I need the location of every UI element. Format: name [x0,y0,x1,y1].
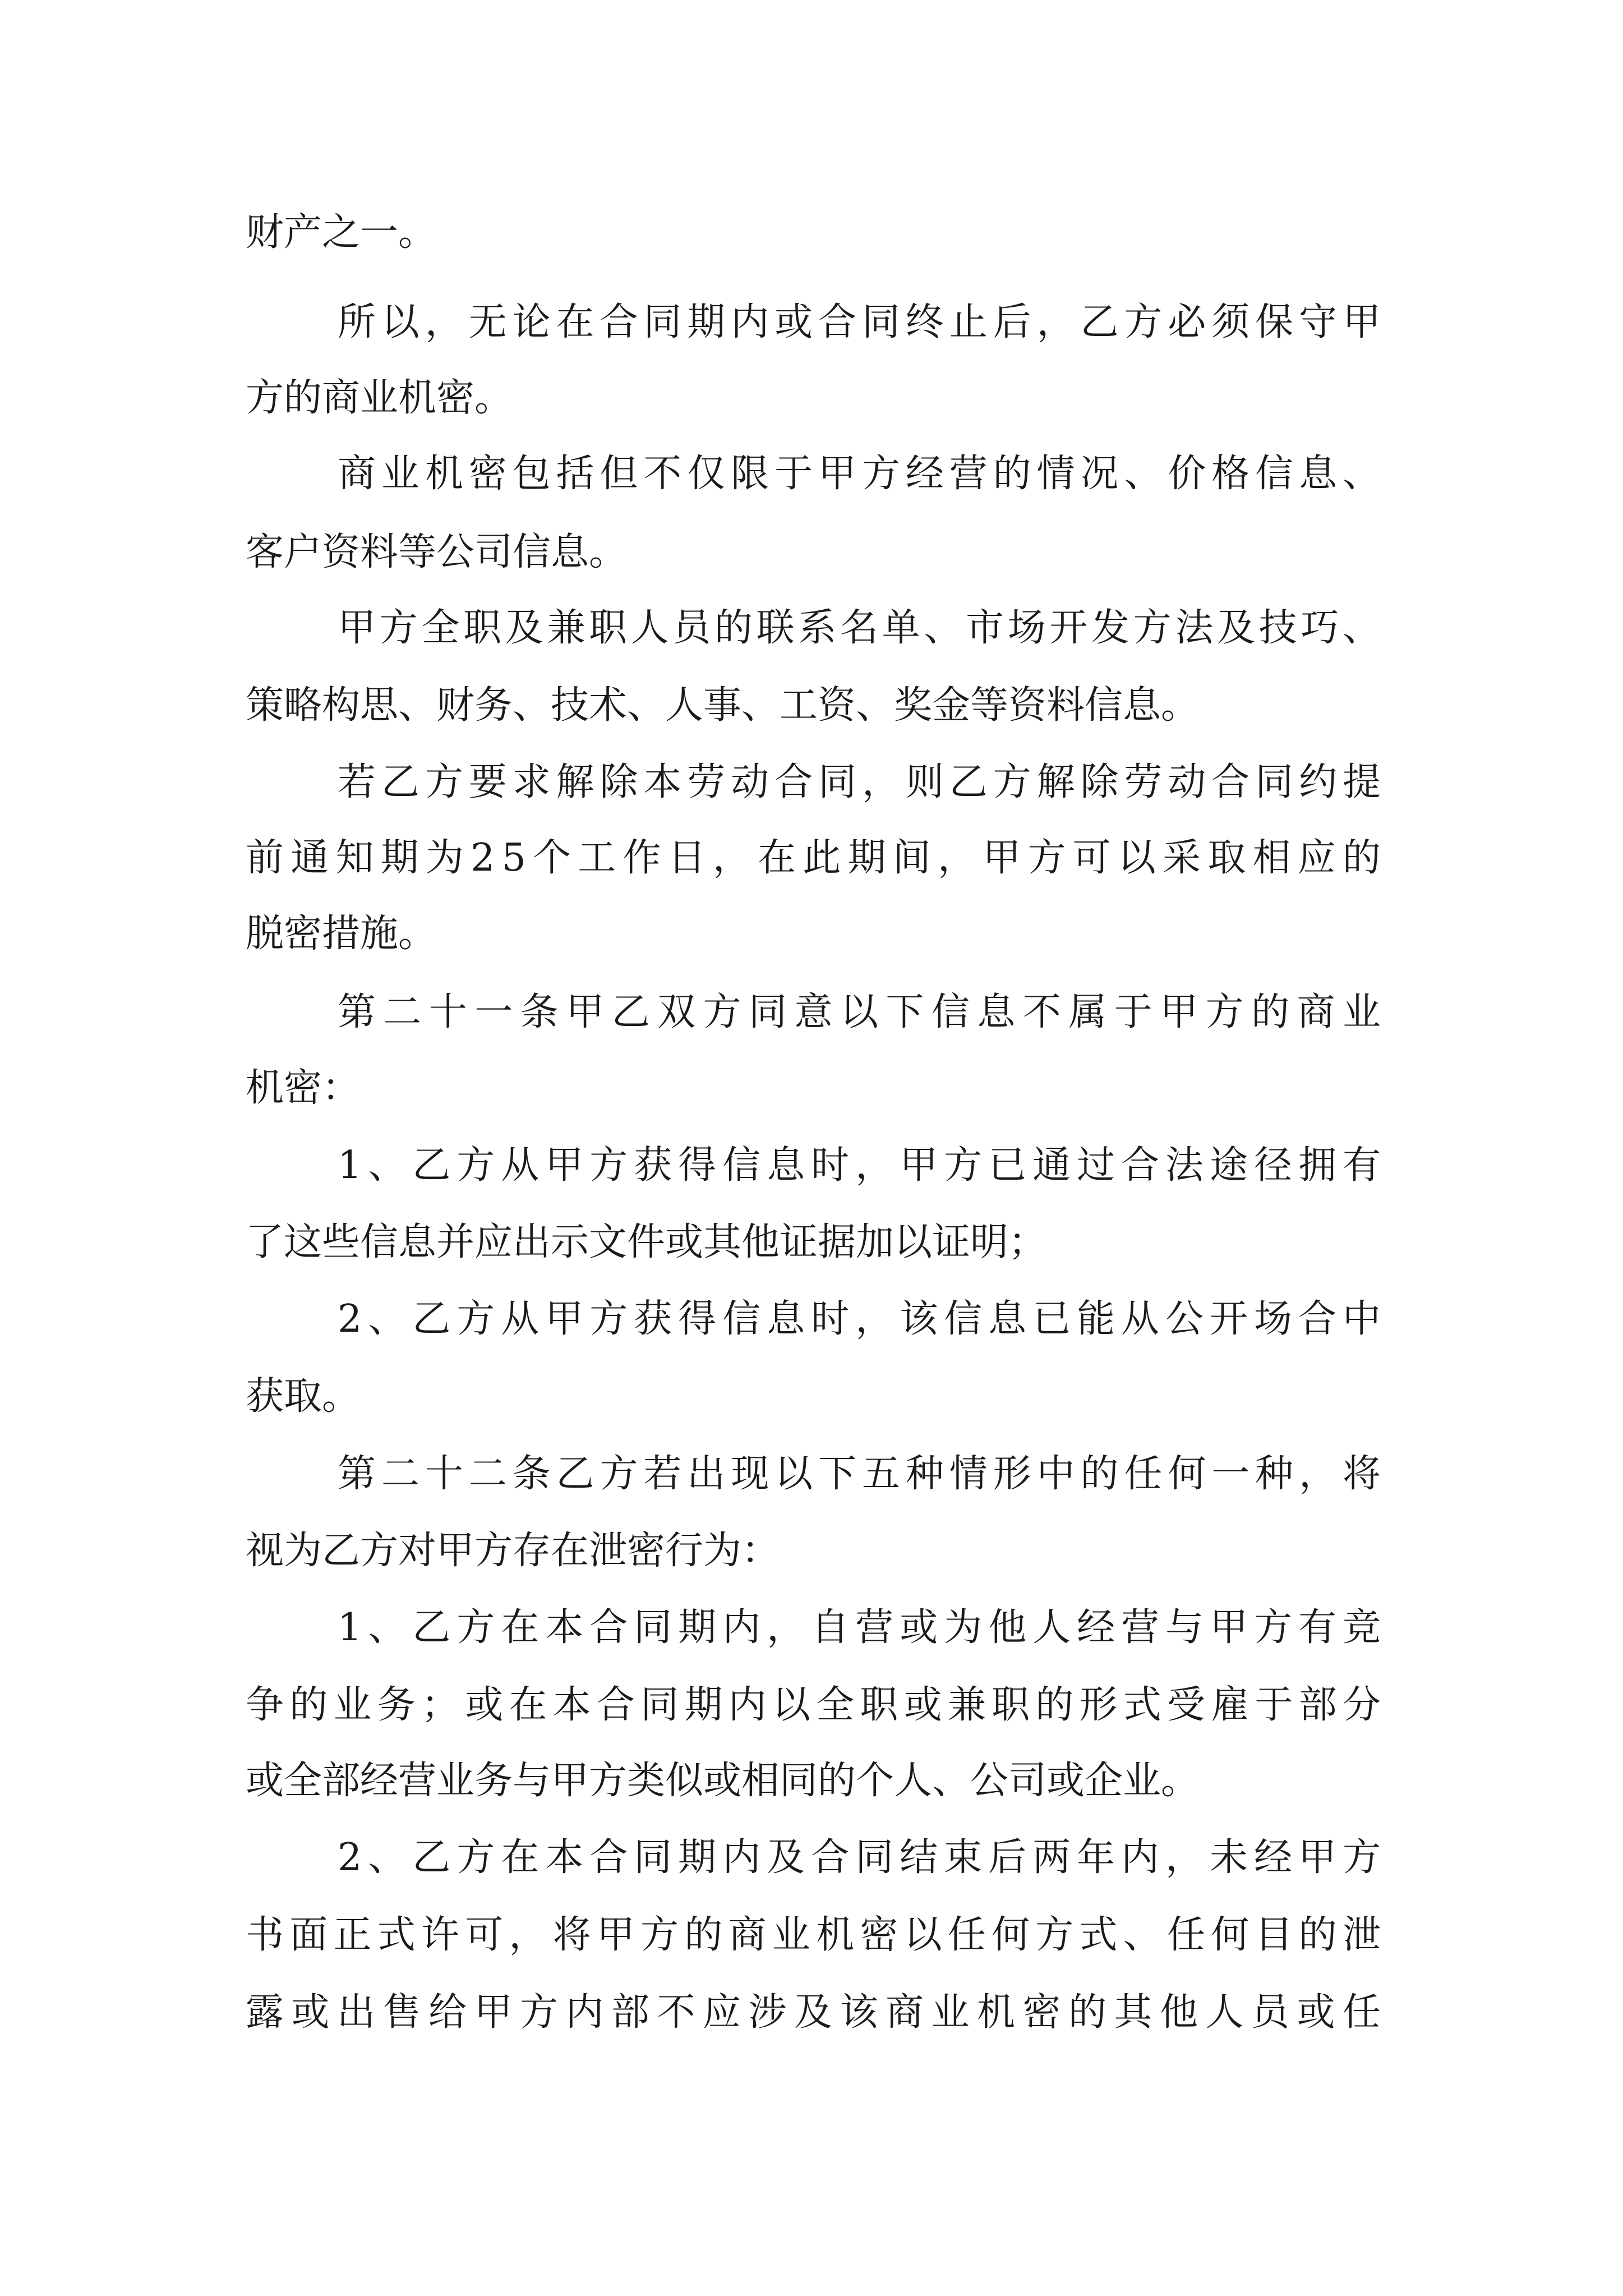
text-line-content: 甲方全职及兼职人员的联系名单、市场开发方法及技巧、 [338,606,1385,650]
text-line [0,1913,1623,1958]
text-line-content: 露或出售给甲方内部不应涉及该商业机密的其他人员或任 [246,1990,1389,2035]
text-line [0,376,1623,421]
text-line-content: 商业机密包括但不仅限于甲方经营的情况、价格信息、 [338,452,1386,496]
text-line-content: 若乙方要求解除本劳动合同，则乙方解除劳动合同约提 [338,760,1386,804]
text-line [0,300,1623,345]
text-line [0,1835,1623,1880]
text-line-content: 第二十二条乙方若出现以下五种情形中的任何一种，将 [338,1452,1386,1496]
text-line [0,836,1623,881]
text-line-content: 机密： [246,1066,361,1110]
text-line-content: 所以，无论在合同期内或合同终止后，乙方必须保守甲 [338,300,1386,344]
text-line-content: 客户资料等公司信息。 [246,530,628,574]
text-line-content: 视为乙方对甲方存在泄密行为： [246,1529,780,1573]
text-line [0,683,1623,728]
text-line [0,912,1623,956]
text-line-content: 1、乙方从甲方获得信息时，甲方已通过合法途径拥有 [338,1143,1387,1188]
text-line [0,1529,1623,1573]
text-line-content: 第二十一条甲乙双方同意以下信息不属于甲方的商业 [338,990,1389,1034]
text-line [0,760,1623,805]
text-line [0,1452,1623,1497]
text-line-content: 2、乙方从甲方获得信息时，该信息已能从公开场合中 [338,1297,1387,1341]
text-line [0,1990,1623,2035]
text-line [0,1066,1623,1111]
text-line-content: 脱密措施。 [246,912,437,956]
text-line [0,1759,1623,1803]
text-line-content: 财产之一。 [246,210,437,255]
text-line-content: 2、乙方在本合同期内及合同结束后两年内，未经甲方 [338,1835,1387,1880]
text-line [0,606,1623,651]
text-line-content: 争的业务；或在本合同期内以全职或兼职的形式受雇于部分 [246,1683,1387,1727]
text-line [0,1220,1623,1265]
text-line [0,210,1623,255]
text-line [0,1143,1623,1188]
text-line-content: 获取。 [246,1374,361,1419]
text-line [0,1605,1623,1650]
text-line-content: 1、乙方在本合同期内，自营或为他人经营与甲方有竞 [338,1605,1387,1650]
text-line-content: 策略构思、财务、技术、人事、工资、奖金等资料信息。 [246,683,1200,728]
text-line-content: 前通知期为25个工作日，在此期间，甲方可以采取相应的 [246,836,1388,880]
text-line [0,452,1623,496]
text-line [0,1683,1623,1728]
text-line-content: 书面正式许可，将甲方的商业机密以任何方式、任何目的泄 [246,1913,1387,1957]
text-line [0,530,1623,575]
text-line-content: 或全部经营业务与甲方类似或相同的个人、公司或企业。 [246,1759,1200,1803]
text-line [0,1374,1623,1419]
text-line [0,990,1623,1035]
text-line-content: 方的商业机密。 [246,376,513,420]
text-line-content: 了这些信息并应出示文件或其他证据加以证明； [246,1220,1047,1264]
text-line [0,1297,1623,1342]
